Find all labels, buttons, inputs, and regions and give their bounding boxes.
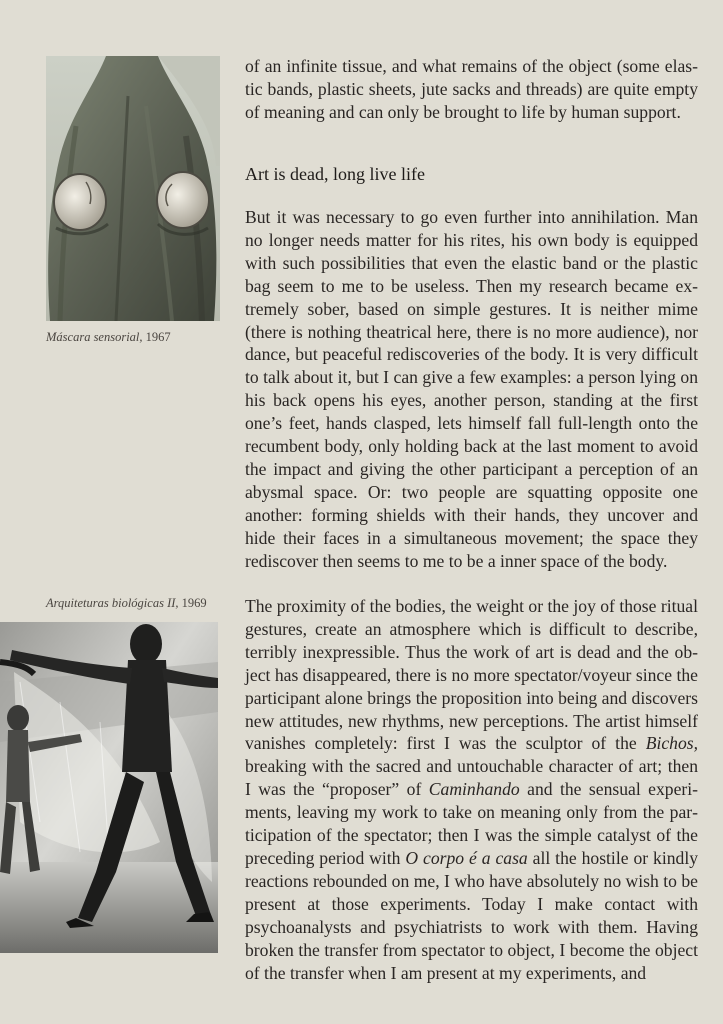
paragraph-annihilation bbox=[245, 206, 698, 573]
title-caminhando: Caminhando bbox=[428, 779, 520, 800]
photo-arquiteturas-biologicas bbox=[0, 622, 218, 953]
proximity-part3: and the sensual experiments, leaving my work to take on meaning only from the participation of the spectator; then I was the simple catalyst of the preceding period with bbox=[245, 779, 698, 868]
title-o-corpo-e-a-casa: O corpo é a casa bbox=[405, 847, 528, 868]
mask-photo-illustration bbox=[46, 56, 220, 321]
paragraph-annihilation-text: But it was necessary to go even further into annihilation. Man no longer needs matter for his rites, his own body is equipped with such possibilities that even the elastic band or the plastic bag seem to me to be useless. Then my research became extremely sober, based on simple gestures. It is neither mime (there is nothing theatrical here, there is no more audience), nor dance, but peaceful rediscoveries of the body. It is very difficult to talk about it, but I can give a few examples: a person lying on his back opens his eyes, another person, standing at the first one’s feet, hands clasped, lets himself fall full-length onto the recumbent body, only holding back at the last moment to avoid the impact and giving the other participant a perception of an abysmal space. Or: two people are squatting opposite one another: forming shields with their hands, they uncover and hide their faces in a simultaneous movement; the space they rediscover then seems to me to be a inner space of the body. bbox=[245, 207, 698, 571]
paragraph-intro bbox=[245, 55, 698, 124]
photo-mascara-sensorial bbox=[46, 56, 220, 321]
paragraph-proximity-text bbox=[245, 595, 698, 984]
caption-mascara-sensorial bbox=[46, 330, 171, 345]
proximity-part2: breaking with the sacred and untouchable character of art; then I was the “proposer” of bbox=[245, 756, 698, 800]
caption-arch-year: 1969 bbox=[178, 596, 207, 610]
caption-arquiteturas-biologicas bbox=[46, 596, 207, 611]
paragraph-proximity bbox=[245, 595, 698, 984]
caption-arch-title: Arquiteturas biológicas II, bbox=[46, 596, 179, 610]
proximity-part4: all the hostile or kindly reactions rebounded on me, I who have absolutely no wish to be present at those experiments. Today I make contact with psychoanalysts and psychiatrists to work with them. Having broken the transfer from spectator to object, I become the object of the transfer when I am present at my experiments, and bbox=[245, 847, 699, 983]
arch-photo-illustration bbox=[0, 622, 218, 953]
title-bichos: Bichos, bbox=[645, 733, 698, 754]
proximity-part1: The proximity of the bodies, the weight or the joy of those ritual gestures, create an atmosphere which is difficult to describe, terribly inexpressible. Thus the work of art is dead and the object has disappeared, there is no more spectator/voyeur since the participant alone brings the proposition into being and discovers new attitudes, new rhythms, new perceptions. The artist himself vanishes completely: first I was the sculptor of the bbox=[245, 596, 698, 754]
paragraph-intro-text: of an infinite tissue, and what remains of the object (some elastic bands, plastic sheets, jute sacks and threads) are quite empty of meaning and can only be brought to life by human support. bbox=[245, 56, 698, 122]
caption-mask-year: 1967 bbox=[142, 330, 171, 344]
section-heading: Art is dead, long live life bbox=[245, 164, 425, 184]
caption-mask-title: Máscara sensorial, bbox=[46, 330, 143, 344]
